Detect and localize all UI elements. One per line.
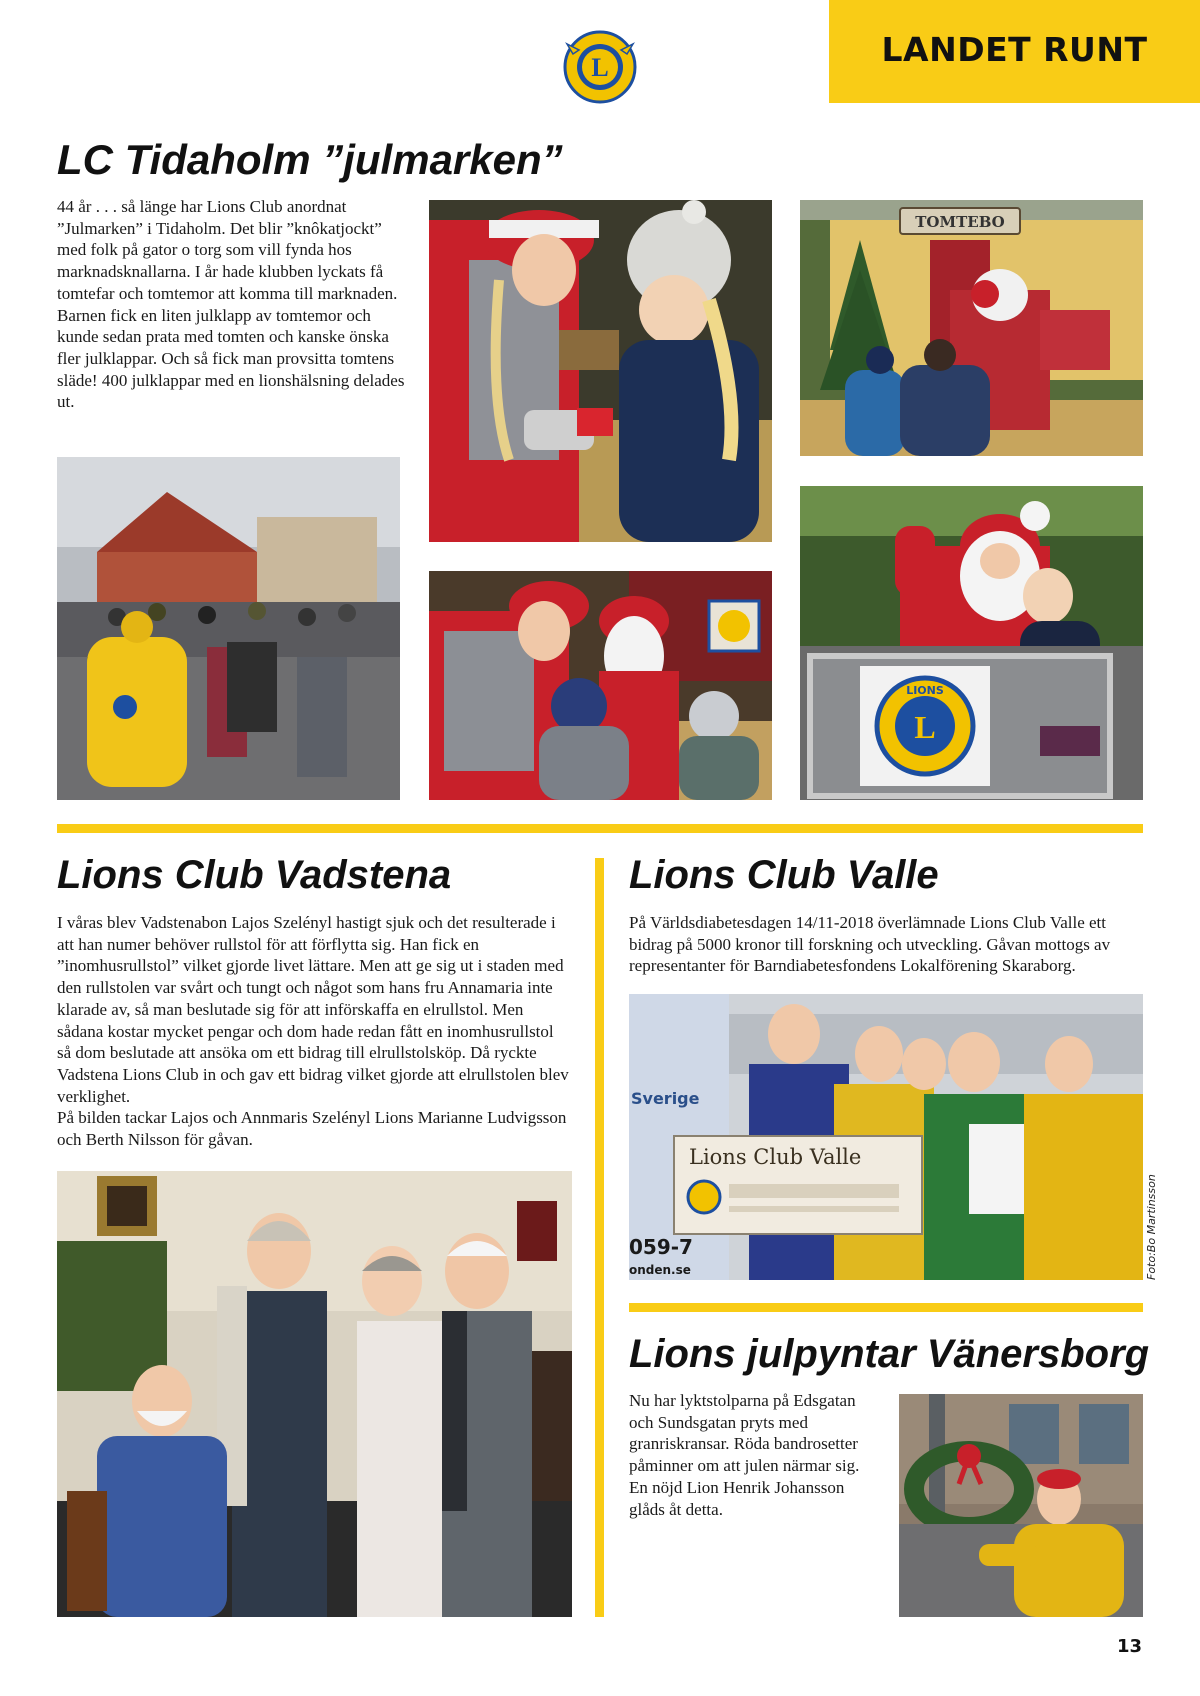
section-divider [57, 824, 1143, 833]
banner-web: onden.se [629, 1263, 691, 1277]
section-label: LANDET RUNT [881, 30, 1148, 69]
article-body-vadstena: I våras blev Vadstenabon Lajos Szelényl hastigt sjuk och det resulterade i att han numer behöver rullstol för att förflytta sig. Han fick en ”inomhusrullstol” vilket gjorde livet lättare. Men att ge sig ut i staden med den rullstolen var svårt och tungt och något som hans fru Annamaria inte klarade av, så man beslutade sig för att införskaffa en elrullstol. Men sådana kostar mycket pengar och dom hade redan fått en inomhusrullstol så dom beslutade att ansöka om ett bidrag till elrullstolsköp. Då ryckte Vadstena Lions Club in och gav ett bidrag vilket gjorde att elrullstolen blev verklighet. [57, 913, 569, 1106]
photo-vanersborg-wreath [899, 1394, 1143, 1617]
article-title-vanersborg: Lions julpyntar Vänersborg [629, 1332, 1150, 1376]
article-body-valle: På Världsdiabetesdagen 14/11-2018 överlämnade Lions Club Valle ett bidrag på 5000 kronor till forskning och utveckling. Gåvan mottogs av representanter för Barndiabetesfondens Lokalförening Skaraborg. [629, 913, 1111, 976]
tomtebo-sign: TOMTEBO [915, 213, 1005, 231]
section-tab [829, 0, 1200, 103]
svg-text:L: L [591, 53, 609, 82]
photo-credit-text: Foto:Bo Martinsson [1145, 1174, 1158, 1280]
banner-text: Sverige [631, 1089, 700, 1108]
article-title-valle: Lions Club Valle [629, 853, 939, 897]
photo-santa-sleigh [800, 486, 1143, 800]
sleigh-sign: LIONS [906, 684, 944, 697]
photo-tomtemor-gift [429, 200, 772, 542]
page-number: 13 [1116, 1636, 1142, 1657]
article-body-vadstena-caption: På bilden tackar Lajos och Annmaris Szelényl Lions Marianne Ludvigsson och Berth Nilsson för gåvan. [57, 1108, 567, 1149]
svg-text:L: L [914, 709, 936, 745]
article-title-tidaholm: LC Tidaholm ”julmarken” [57, 136, 563, 183]
article-body-tidaholm: 44 år . . . så länge har Lions Club anordnat ”Julmarken” i Tidaholm. Det blir ”knôkatjockt” med folk på gator o torg som vill fynda hos marknadsknallarna. I år hade klubben lyckats få tomtefar och tomtemor att komma till marknaden. Barnen fick en liten julklapp av tomtemor och kunde sedan prata med tomten och kanske önska fler julklappar. Och så fick man provsitta tomtens släde! 400 julklappar med en lionshälsning delades ut. [57, 197, 405, 412]
photo-vadstena-group [57, 1171, 572, 1617]
section-divider-right [629, 1303, 1143, 1312]
check-text: Lions Club Valle [689, 1145, 862, 1169]
photo-tomten-kids [429, 571, 772, 800]
lions-emblem-icon [563, 30, 637, 104]
column-divider [595, 858, 604, 1617]
photo-market-crowd [57, 457, 400, 800]
photo-valle-check [629, 994, 1143, 1280]
photo-tomtebo-house [800, 200, 1143, 456]
article-body-vanersborg: Nu har lyktstolparna på Edsgatan och Sundsgatan pryts med granriskransar. Röda bandrosetter påminner om att julen närmar sig. En nöjd Lion Henrik Johansson glåds åt detta. [629, 1391, 860, 1519]
article-title-vadstena: Lions Club Vadstena [57, 853, 452, 897]
banner-phone: 059-7 [629, 1235, 693, 1259]
